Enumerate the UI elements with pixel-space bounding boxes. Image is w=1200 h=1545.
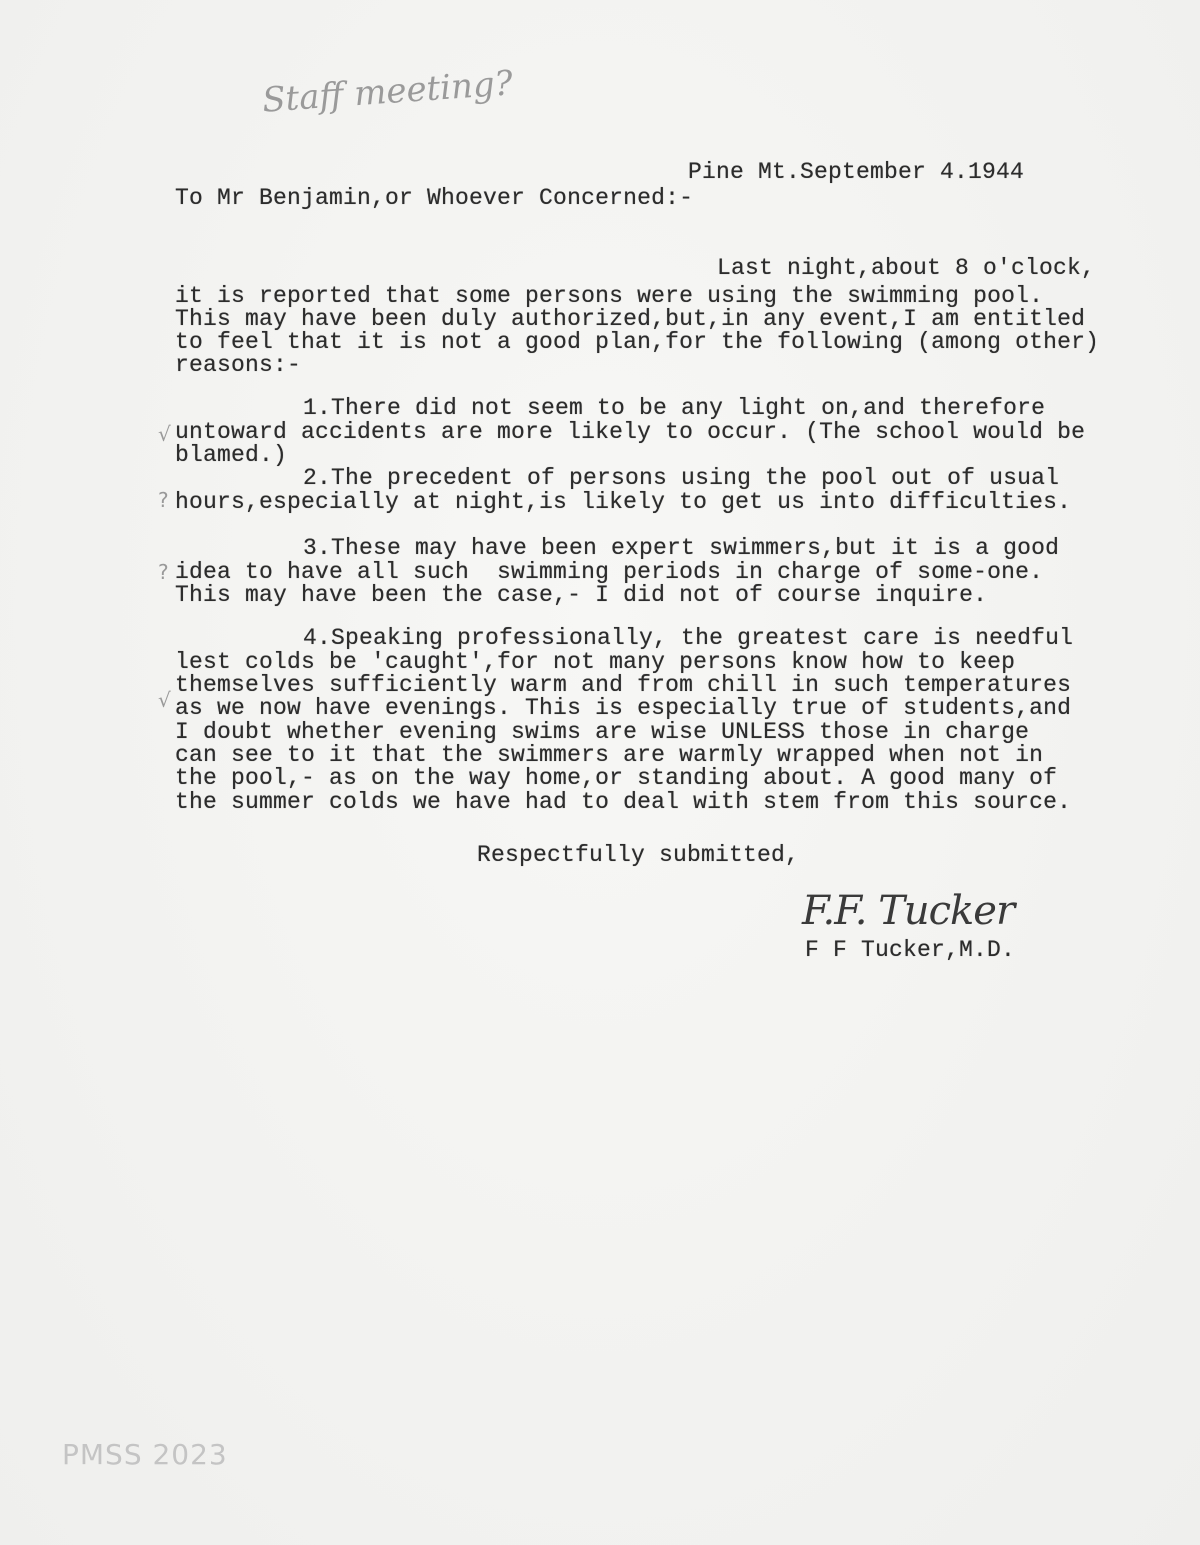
point-4-line: the summer colds we have had to deal with stem from this source. <box>175 789 1072 815</box>
point-3-line: 3.These may have been expert swimmers,but it is a good <box>303 535 1060 561</box>
date-line: Pine Mt.September 4.1944 <box>688 159 1025 185</box>
point-1-line: untoward accidents are more likely to occur. (The school would be <box>175 419 1086 445</box>
point-4-line: can see to it that the swimmers are warmly wrapped when not in <box>175 742 1044 768</box>
point-4-line: I doubt whether evening swims are wise UNLESS those in charge <box>175 719 1030 745</box>
margin-check-icon: √ <box>158 422 171 446</box>
point-4-line: the pool,- as on the way home,or standing about. A good many of <box>175 765 1058 791</box>
signature: F.F. Tucker <box>802 888 1015 934</box>
point-2-line: 2.The precedent of persons using the pool out of usual <box>303 465 1060 491</box>
margin-question-icon: ? <box>158 488 169 512</box>
handwritten-annotation: Staff meeting? <box>260 63 515 121</box>
point-4-line: lest colds be 'caught',for not many persons know how to keep <box>175 649 1016 675</box>
intro-line: This may have been duly authorized,but,in any event,I am entitled <box>175 306 1086 332</box>
intro-line: reasons:- <box>175 352 302 378</box>
point-4-line: themselves sufficiently warm and from chill in such temperatures <box>175 672 1072 698</box>
watermark: PMSS 2023 <box>62 1438 228 1471</box>
point-4-line: as we now have evenings. This is especially true of students,and <box>175 695 1072 721</box>
point-4-line: 4.Speaking professionally, the greatest care is needful <box>303 625 1074 651</box>
signer-name: F F Tucker,M.D. <box>805 937 1016 963</box>
margin-check-icon: √ <box>158 688 171 712</box>
margin-question-icon: ? <box>158 560 169 584</box>
point-3-line: idea to have all such swimming periods in charge of some-one. <box>175 559 1044 585</box>
point-2-line: hours,especially at night,is likely to get us into difficulties. <box>175 489 1072 515</box>
intro-line: to feel that it is not a good plan,for the following (among other) <box>175 329 1100 355</box>
point-3-line: This may have been the case,- I did not of course inquire. <box>175 582 988 608</box>
point-1-line: blamed.) <box>175 442 288 468</box>
intro-line: Last night,about 8 o'clock, <box>717 255 1096 281</box>
closing: Respectfully submitted, <box>477 842 800 868</box>
intro-line: it is reported that some persons were using the swimming pool. <box>175 283 1044 309</box>
salutation: To Mr Benjamin,or Whoever Concerned:- <box>175 185 694 211</box>
point-1-line: 1.There did not seem to be any light on,and therefore <box>303 395 1046 421</box>
